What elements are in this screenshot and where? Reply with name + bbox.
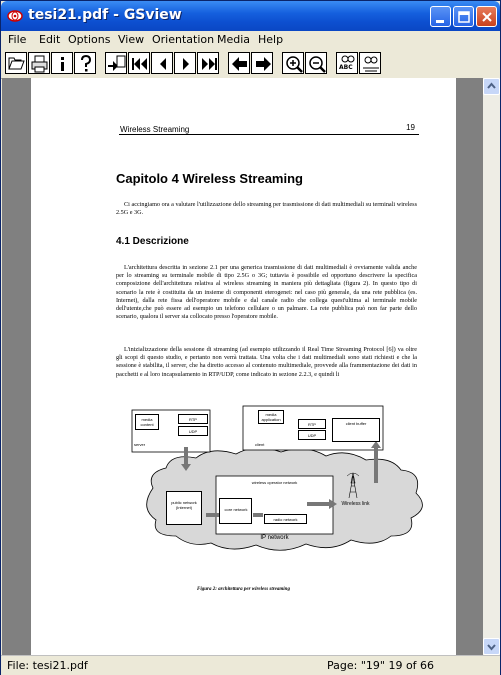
menu-bar [1,31,500,50]
server-label: server [134,442,146,447]
chapter-title: Capitolo 4 Wireless Streaming [116,171,303,186]
print-icon [29,53,51,75]
magnify-button[interactable] [359,52,381,74]
goto-page-button[interactable] [105,52,127,74]
open-button[interactable] [5,52,27,74]
intro-paragraph: Ci accingiamo ora a valutare l'utilizzazione dello streaming per trasmissione di dati multimediali su terminali wireless 2.5G e 3G. [116,201,417,217]
client-label: client [255,442,265,447]
help-icon [75,53,97,75]
radio-network-box [264,514,307,524]
menu-file[interactable]: File [8,33,27,46]
first-page-icon [129,53,151,75]
first-page-button[interactable] [128,52,150,74]
scroll-down-icon [484,639,499,654]
prev-page-button[interactable] [151,52,173,74]
next-page-icon [175,53,197,75]
zoom-in-icon [283,53,305,75]
info-button[interactable] [51,52,73,74]
prev-page-icon [152,53,174,75]
header-title: Wireless Streaming [120,125,190,134]
title-bar[interactable] [1,1,500,31]
client-udp-box [298,430,326,440]
section-title: 4.1 Descrizione [116,236,189,247]
menu-view[interactable]: View [118,33,145,46]
document-page [31,78,456,655]
help-button[interactable] [74,52,96,74]
zoom-in-button[interactable] [282,52,304,74]
server-rtp-label: RTP [189,417,197,422]
maximize-icon [454,7,475,28]
architecture-figure [31,78,456,655]
next-page-button[interactable] [174,52,196,74]
status-file: File: tesi21.pdf [7,659,88,672]
media-content-box [135,414,159,430]
menu-orientation[interactable]: Orientation [152,33,215,46]
magnify-icon [360,53,382,75]
body-paragraph-2: L'inizializzazione della sessione di streaming (ad esempio utilizzando il Real Time Streaming Protocol [6]) va oltre gli scopi di questo studio, e pertanto non verrà trattata. Una volta che i dati multimediali sono stati richiesti e che la sessione è stabilita, il server, che ha diretto accesso al contenuto multimediale, provvede alla frammentazione dei dati in pacchetti e al loro incapsulamento in RTP/UDP, come indicato in sezione 2.2.3, e quindi li [116,346,417,378]
wireless-link-label: Wireless link [341,501,370,507]
public-network-label: public network (Internet) [171,500,197,510]
back-button[interactable] [228,52,250,74]
core-network-box [219,498,252,524]
status-page: Page: "19" 19 of 66 [327,659,435,672]
menu-media[interactable]: Media [217,33,251,46]
status-bar [1,655,500,675]
scroll-up-button[interactable] [483,78,500,95]
forward-icon [252,53,274,75]
vertical-scrollbar[interactable] [483,78,500,655]
media-content-label: media content [140,417,154,427]
close-button[interactable] [476,6,497,27]
close-icon [477,7,498,28]
forward-button[interactable] [251,52,273,74]
info-icon [52,53,74,75]
media-application-box [258,410,284,424]
goto-page-icon [106,53,128,75]
document-viewport[interactable] [2,78,483,655]
client-rtp-label: RTP [308,422,316,427]
client-udp-label: UDP [307,433,317,438]
zoom-out-icon [306,53,328,75]
radio-network-label: radio network [273,517,298,522]
body-paragraph-1: L'architettura descritta in sezione 2.1 per una generica trasmissione di dati multimediali è ovviamente valida anche per lo streaming su terminale mobile di tipo 2.5G o 3G; tuttavia è possibile ed opportuno descrivere la specifica composizione dell'architettura relativa al wireless streaming in maniera più dettagliata (figura 2). In questo tipo di scenario la rete è costituita da un insieme di componenti eterogenei: nel caso più generale, da una rete pubblica (es. Internet), dalla rete fissa dell'operatore mobile e dal canale radio che collega quest'ultima al terminale mobile dell'utente,che può essere ad esempio un telefono cellulare o un palmare. La rete pubblica può non far parte dello scenario, qualora il server sia collocato presso l'operatore mobile. [116,264,417,321]
back-icon [229,53,251,75]
toolbar [1,50,500,79]
menu-edit[interactable]: Edit [39,33,61,46]
menu-options[interactable]: Options [68,33,111,46]
magnify-abc-button[interactable] [336,52,358,74]
minimize-icon [431,7,452,28]
window-title: tesi21.pdf - GSview [28,7,182,23]
core-network-label: core network [224,507,248,512]
server-udp-box [178,426,208,436]
gsview-app-icon[interactable] [7,8,23,24]
scroll-up-icon [484,79,499,94]
zoom-out-button[interactable] [305,52,327,74]
client-buffer-label: client buffer [345,421,367,426]
server-rtp-box [178,414,208,424]
public-network-box [166,491,202,525]
last-page-button[interactable] [197,52,219,74]
scroll-down-button[interactable] [483,638,500,655]
client-buffer-box [332,418,380,442]
client-rtp-box [298,419,326,429]
print-button[interactable] [28,52,50,74]
minimize-button[interactable] [430,6,451,27]
server-udp-label: UDP [188,429,198,434]
media-application-label: media application [261,412,281,422]
figure-drawing [31,78,456,655]
figure-caption: Figura 2: architettura per wireless streaming [197,587,290,592]
menu-help[interactable]: Help [258,33,284,46]
magnify-abc-label: ABC [339,64,353,71]
last-page-icon [198,53,220,75]
ip-network-label: IP network [260,535,289,541]
maximize-button[interactable] [453,6,474,27]
header-page-number: 19 [406,123,415,132]
wireless-operator-network-label: wireless operator network [251,480,298,485]
open-icon [6,53,28,75]
